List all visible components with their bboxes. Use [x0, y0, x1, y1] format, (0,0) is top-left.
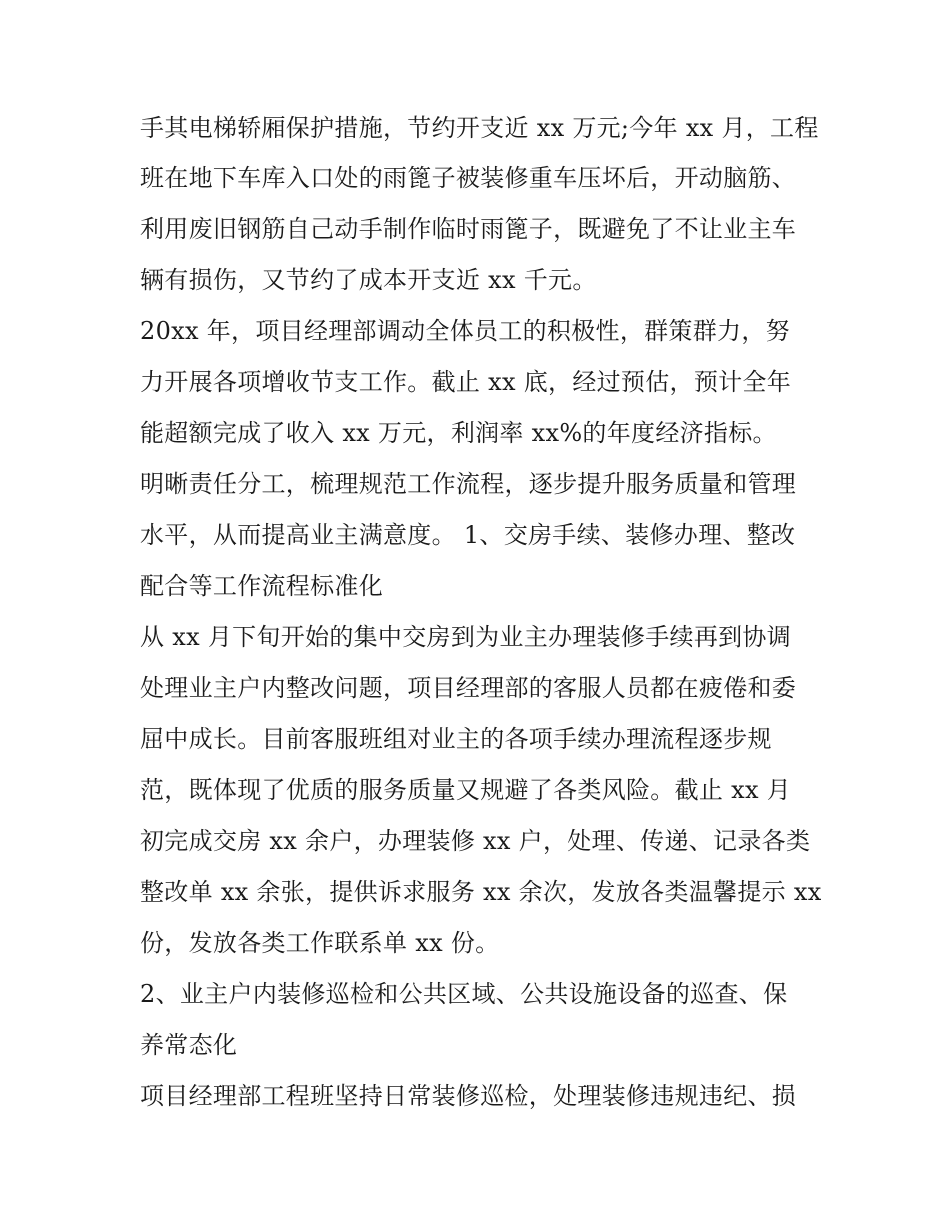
text-line: 水平，从而提高业主满意度。 1、交房手续、装修办理、整改 — [140, 521, 796, 549]
text-line: 力开展各项增收节支工作。截止 xx 底，经过预估，预计全年 — [140, 368, 792, 396]
text-line: 利用废旧钢筋自己动手制作临时雨篦子，既避免了不让业主车 — [140, 215, 797, 243]
text-line: 20xx 年，项目经理部调动全体员工的积极性，群策群力，努 — [140, 317, 790, 345]
text-line: 能超额完成了收入 xx 万元，利润率 xx%的年度经济指标。 — [140, 419, 777, 447]
text-line: 项目经理部工程班坚持日常装修巡检，处理装修违规违纪、损 — [140, 1082, 797, 1110]
text-line: 辆有损伤，又节约了成本开支近 xx 千元。 — [140, 266, 597, 294]
text-line: 配合等工作流程标准化 — [140, 572, 383, 600]
text-line: 范，既体现了优质的服务质量又规避了各类风险。截止 xx 月 — [140, 776, 792, 804]
text-line: 从 xx 月下旬开始的集中交房到为业主办理装修手续再到协调 — [140, 623, 792, 651]
text-line: 班在地下车库入口处的雨篦子被装修重车压坏后，开动脑筋、 — [140, 164, 797, 192]
text-line: 屈中成长。目前客服班组对业主的各项手续办理流程逐步规 — [140, 725, 772, 753]
text-line: 份，发放各类工作联系单 xx 份。 — [140, 929, 500, 957]
text-line: 明晰责任分工，梳理规范工作流程，逐步提升服务质量和管理 — [140, 470, 797, 498]
text-line: 处理业主户内整改问题，项目经理部的客服人员都在疲倦和委 — [140, 674, 797, 702]
text-line: 2、业主户内装修巡检和公共区域、公共设施设备的巡查、保 — [140, 980, 788, 1008]
text-line: 手其电梯轿厢保护措施，节约开支近 xx 万元;今年 xx 月，工程 — [140, 114, 819, 142]
text-line: 养常态化 — [140, 1031, 238, 1059]
text-line: 初完成交房 xx 余户，办理装修 xx 户，处理、传递、记录各类 — [140, 827, 811, 855]
text-line: 整改单 xx 余张，提供诉求服务 xx 余次，发放各类温馨提示 xx — [140, 878, 822, 906]
